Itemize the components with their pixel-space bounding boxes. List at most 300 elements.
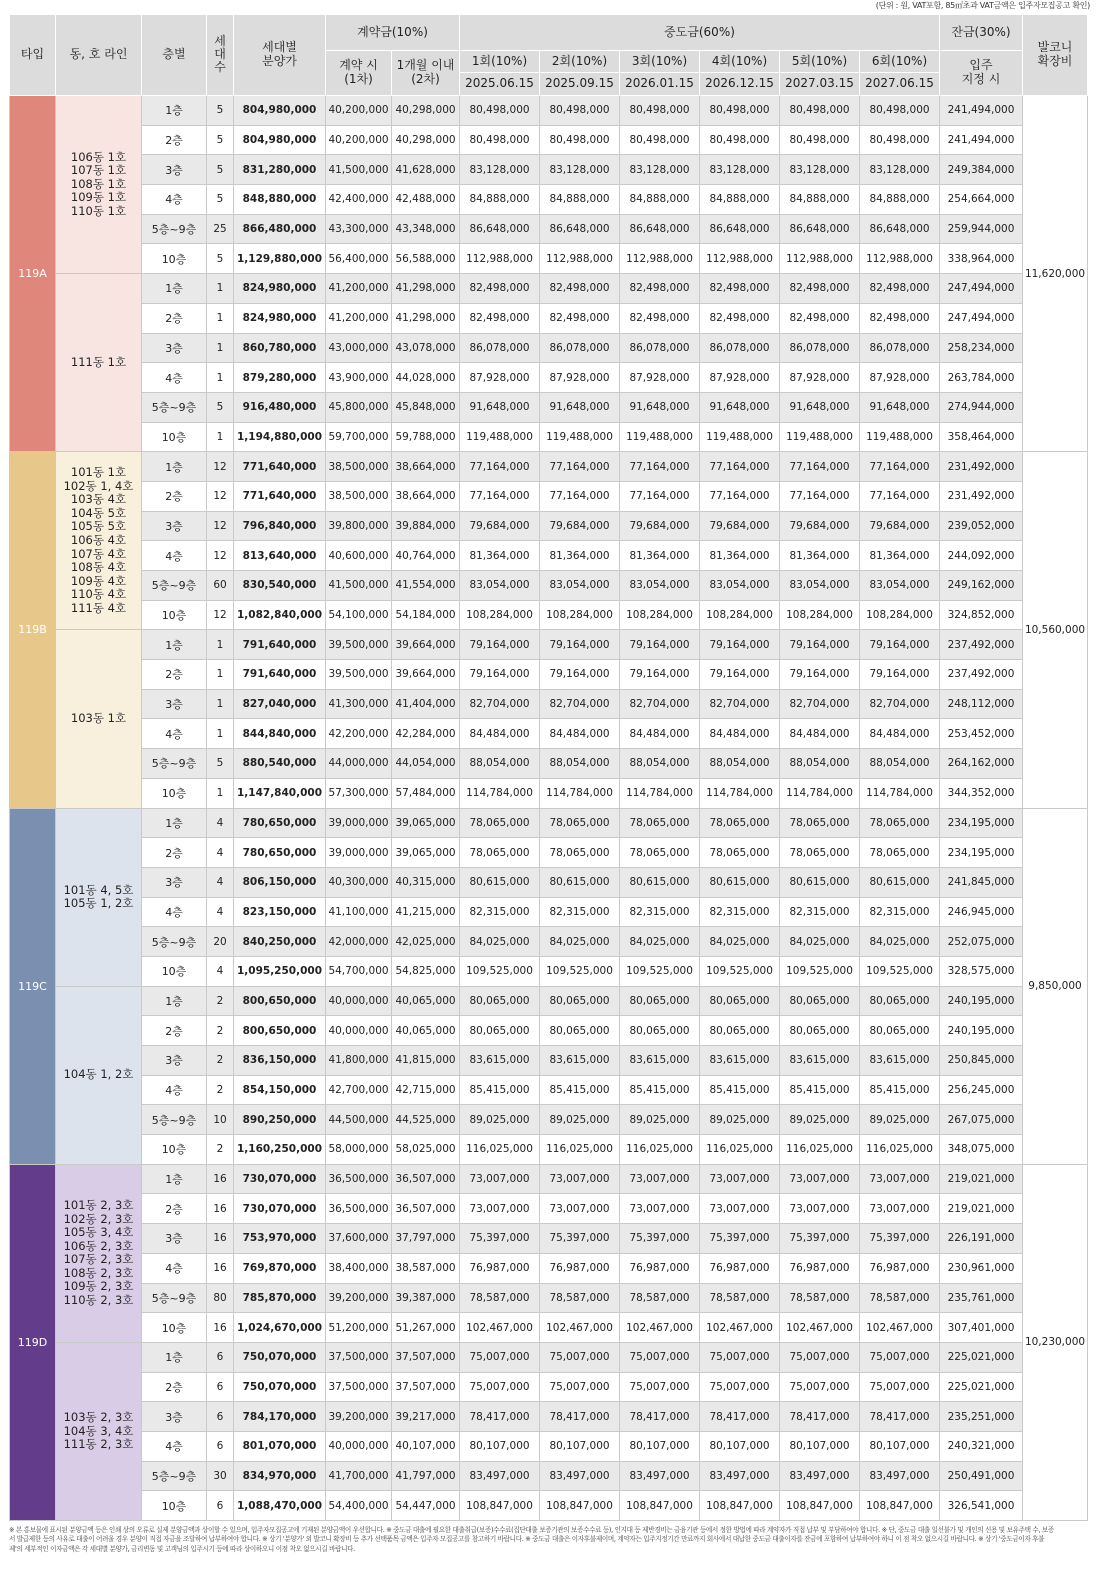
middle-payment-4: 75,007,000 bbox=[700, 1372, 780, 1402]
line-label: 110동 1호 bbox=[70, 203, 127, 218]
line-label: 101동 1호 bbox=[70, 465, 127, 480]
sale-price: 830,540,000 bbox=[234, 571, 326, 601]
unit-count: 6 bbox=[207, 1402, 234, 1432]
unit-count: 12 bbox=[207, 511, 234, 541]
deposit-1: 42,200,000 bbox=[326, 719, 392, 749]
middle-payment-2: 77,164,000 bbox=[540, 452, 620, 482]
deposit-2: 42,284,000 bbox=[392, 719, 460, 749]
balance: 344,352,000 bbox=[940, 778, 1023, 808]
middle-payment-2: 78,065,000 bbox=[540, 808, 620, 838]
unit-note: (단위 : 원, VAT포함, 85㎡초과 VAT금액은 입주자모집공고 확인) bbox=[875, 1, 1090, 10]
middle-payment-1: 91,648,000 bbox=[460, 392, 540, 422]
table-row bbox=[10, 392, 1088, 422]
line-label: 109동 4호 bbox=[70, 573, 127, 588]
middle-payment-6: 114,784,000 bbox=[860, 778, 940, 808]
middle-payment-5: 79,164,000 bbox=[780, 660, 860, 690]
middle-payment-1: 84,888,000 bbox=[460, 185, 540, 215]
balance: 250,845,000 bbox=[940, 1046, 1023, 1076]
middle-payment-4: 80,065,000 bbox=[700, 986, 780, 1016]
middle-payment-6: 80,065,000 bbox=[860, 1016, 940, 1046]
sale-price: 791,640,000 bbox=[234, 630, 326, 660]
table-row bbox=[10, 452, 1088, 482]
deposit-1: 41,800,000 bbox=[326, 1046, 392, 1076]
deposit-1: 38,500,000 bbox=[326, 452, 392, 482]
unit-count: 4 bbox=[207, 808, 234, 838]
middle-payment-6: 83,497,000 bbox=[860, 1461, 940, 1491]
deposit-1: 43,000,000 bbox=[326, 333, 392, 363]
header-price bbox=[234, 15, 326, 96]
table-row bbox=[10, 125, 1088, 155]
middle-payment-3: 73,007,000 bbox=[620, 1164, 700, 1194]
unit-count: 2 bbox=[207, 986, 234, 1016]
middle-payment-1: 80,065,000 bbox=[460, 1016, 540, 1046]
middle-payment-3: 80,065,000 bbox=[620, 986, 700, 1016]
deposit-2: 54,184,000 bbox=[392, 600, 460, 630]
middle-payment-5: 78,065,000 bbox=[780, 808, 860, 838]
middle-payment-3: 82,315,000 bbox=[620, 897, 700, 927]
sale-price: 880,540,000 bbox=[234, 749, 326, 779]
middle-payment-4: 114,784,000 bbox=[700, 778, 780, 808]
table-row bbox=[10, 1402, 1088, 1432]
middle-payment-6: 79,684,000 bbox=[860, 511, 940, 541]
header-price-label: 세대별 분양가 bbox=[262, 40, 297, 68]
sale-price: 890,250,000 bbox=[234, 1105, 326, 1135]
line-label: 108동 2, 3호 bbox=[63, 1265, 134, 1280]
middle-payment-4: 116,025,000 bbox=[700, 1135, 780, 1165]
sale-price: 791,640,000 bbox=[234, 660, 326, 690]
middle-payment-6: 81,364,000 bbox=[860, 541, 940, 571]
table-row bbox=[10, 1046, 1088, 1076]
middle-payment-6: 78,065,000 bbox=[860, 838, 940, 868]
middle-payment-5: 91,648,000 bbox=[780, 392, 860, 422]
middle-payment-4: 102,467,000 bbox=[700, 1313, 780, 1343]
middle-payment-6: 82,498,000 bbox=[860, 303, 940, 333]
middle-payment-4: 77,164,000 bbox=[700, 481, 780, 511]
balance: 226,191,000 bbox=[940, 1224, 1023, 1254]
deposit-2: 54,825,000 bbox=[392, 956, 460, 986]
middle-payment-3: 82,704,000 bbox=[620, 689, 700, 719]
middle-payment-5: 108,284,000 bbox=[780, 600, 860, 630]
deposit-2: 41,628,000 bbox=[392, 155, 460, 185]
middle-payment-6: 83,128,000 bbox=[860, 155, 940, 185]
floor-cell: 5층~9층 bbox=[142, 571, 207, 601]
middle-payment-2: 75,007,000 bbox=[540, 1342, 620, 1372]
line-label: 111동 1호 bbox=[70, 354, 127, 369]
unit-count: 1 bbox=[207, 274, 234, 304]
middle-payment-3: 108,284,000 bbox=[620, 600, 700, 630]
middle-payment-3: 78,587,000 bbox=[620, 1283, 700, 1313]
sale-price: 834,970,000 bbox=[234, 1461, 326, 1491]
middle-payment-2: 73,007,000 bbox=[540, 1164, 620, 1194]
middle-payment-1: 83,054,000 bbox=[460, 571, 540, 601]
balance: 249,384,000 bbox=[940, 155, 1023, 185]
middle-payment-4: 84,484,000 bbox=[700, 719, 780, 749]
middle-payment-2: 102,467,000 bbox=[540, 1313, 620, 1343]
middle-payment-2: 79,164,000 bbox=[540, 660, 620, 690]
line-label: 105동 3, 4호 bbox=[63, 1225, 134, 1240]
middle-payment-6: 75,007,000 bbox=[860, 1342, 940, 1372]
balance: 241,845,000 bbox=[940, 867, 1023, 897]
header-middle-6: 6회(10%) bbox=[860, 51, 940, 73]
deposit-1: 37,500,000 bbox=[326, 1372, 392, 1402]
line-label: 108동 4호 bbox=[70, 560, 127, 575]
balance: 240,195,000 bbox=[940, 1016, 1023, 1046]
balance: 237,492,000 bbox=[940, 660, 1023, 690]
table-row bbox=[10, 927, 1088, 957]
line-label: 108동 1호 bbox=[70, 176, 127, 191]
middle-payment-4: 80,107,000 bbox=[700, 1431, 780, 1461]
deposit-1: 44,000,000 bbox=[326, 749, 392, 779]
sale-price: 753,970,000 bbox=[234, 1224, 326, 1254]
middle-payment-4: 80,065,000 bbox=[700, 1016, 780, 1046]
table-row bbox=[10, 1075, 1088, 1105]
deposit-2: 41,554,000 bbox=[392, 571, 460, 601]
table-row bbox=[10, 867, 1088, 897]
middle-payment-3: 87,928,000 bbox=[620, 363, 700, 393]
table-row bbox=[10, 363, 1088, 393]
floor-cell: 4층 bbox=[142, 185, 207, 215]
middle-payment-4: 91,648,000 bbox=[700, 392, 780, 422]
middle-payment-2: 78,417,000 bbox=[540, 1402, 620, 1432]
middle-payment-5: 78,065,000 bbox=[780, 838, 860, 868]
header-count-label: 세대수 bbox=[214, 33, 226, 75]
footnote-line: 제'의 세부적인 이자금액은 각 세대별 분양가, 금리변동 및 고객님의 입주시기 등에 따라 상이하오니 이점 착오 없으시길 바랍니다. bbox=[9, 1544, 355, 1553]
unit-count: 12 bbox=[207, 481, 234, 511]
deposit-2: 39,664,000 bbox=[392, 630, 460, 660]
middle-payment-2: 80,065,000 bbox=[540, 986, 620, 1016]
sale-price: 824,980,000 bbox=[234, 274, 326, 304]
floor-cell: 3층 bbox=[142, 333, 207, 363]
unit-count: 6 bbox=[207, 1342, 234, 1372]
table-row bbox=[10, 1342, 1088, 1372]
unit-count: 16 bbox=[207, 1253, 234, 1283]
line-label: 105동 1, 2호 bbox=[63, 896, 134, 911]
sale-price: 854,150,000 bbox=[234, 1075, 326, 1105]
sale-price: 1,194,880,000 bbox=[234, 422, 326, 452]
line-label: 104동 1, 2호 bbox=[63, 1067, 134, 1082]
middle-payment-1: 81,364,000 bbox=[460, 541, 540, 571]
sale-price: 844,840,000 bbox=[234, 719, 326, 749]
middle-payment-1: 83,497,000 bbox=[460, 1461, 540, 1491]
balance: 247,494,000 bbox=[940, 303, 1023, 333]
table-row bbox=[10, 244, 1088, 274]
middle-payment-3: 102,467,000 bbox=[620, 1313, 700, 1343]
middle-payment-5: 75,007,000 bbox=[780, 1342, 860, 1372]
middle-payment-4: 86,078,000 bbox=[700, 333, 780, 363]
balance: 241,494,000 bbox=[940, 96, 1023, 126]
balance: 244,092,000 bbox=[940, 541, 1023, 571]
middle-payment-5: 88,054,000 bbox=[780, 749, 860, 779]
middle-payment-5: 77,164,000 bbox=[780, 481, 860, 511]
balance: 246,945,000 bbox=[940, 897, 1023, 927]
deposit-2: 39,217,000 bbox=[392, 1402, 460, 1432]
deposit-1: 40,300,000 bbox=[326, 867, 392, 897]
deposit-2: 39,065,000 bbox=[392, 838, 460, 868]
floor-cell: 4층 bbox=[142, 897, 207, 927]
middle-payment-6: 91,648,000 bbox=[860, 392, 940, 422]
middle-payment-1: 85,415,000 bbox=[460, 1075, 540, 1105]
unit-count: 2 bbox=[207, 1016, 234, 1046]
middle-payment-3: 108,847,000 bbox=[620, 1491, 700, 1521]
middle-payment-5: 75,397,000 bbox=[780, 1224, 860, 1254]
type-cell: 119D bbox=[10, 1164, 56, 1520]
middle-payment-5: 77,164,000 bbox=[780, 452, 860, 482]
middle-payment-5: 109,525,000 bbox=[780, 956, 860, 986]
middle-payment-1: 86,078,000 bbox=[460, 333, 540, 363]
table-row bbox=[10, 1491, 1088, 1521]
deposit-1: 37,500,000 bbox=[326, 1342, 392, 1372]
middle-payment-6: 78,065,000 bbox=[860, 808, 940, 838]
middle-payment-5: 114,784,000 bbox=[780, 778, 860, 808]
floor-cell: 1층 bbox=[142, 96, 207, 126]
middle-payment-1: 114,784,000 bbox=[460, 778, 540, 808]
deposit-1: 59,700,000 bbox=[326, 422, 392, 452]
floor-cell: 1층 bbox=[142, 1164, 207, 1194]
middle-payment-2: 86,078,000 bbox=[540, 333, 620, 363]
unit-count: 6 bbox=[207, 1491, 234, 1521]
line-label: 109동 2, 3호 bbox=[63, 1279, 134, 1294]
table-header bbox=[10, 15, 1088, 96]
middle-payment-5: 83,128,000 bbox=[780, 155, 860, 185]
line-cell bbox=[56, 96, 142, 274]
middle-payment-3: 77,164,000 bbox=[620, 481, 700, 511]
header-middle-group: 중도금(60%) bbox=[460, 15, 940, 51]
middle-payment-6: 112,988,000 bbox=[860, 244, 940, 274]
table-row bbox=[10, 986, 1088, 1016]
middle-payment-3: 84,484,000 bbox=[620, 719, 700, 749]
middle-payment-1: 89,025,000 bbox=[460, 1105, 540, 1135]
line-label: 110동 2, 3호 bbox=[63, 1293, 134, 1307]
deposit-1: 40,000,000 bbox=[326, 1431, 392, 1461]
table-row bbox=[10, 1283, 1088, 1313]
middle-payment-2: 88,054,000 bbox=[540, 749, 620, 779]
sale-price: 866,480,000 bbox=[234, 214, 326, 244]
middle-payment-5: 78,587,000 bbox=[780, 1283, 860, 1313]
deposit-2: 58,025,000 bbox=[392, 1135, 460, 1165]
deposit-2: 39,387,000 bbox=[392, 1283, 460, 1313]
deposit-1: 51,200,000 bbox=[326, 1313, 392, 1343]
middle-payment-4: 76,987,000 bbox=[700, 1253, 780, 1283]
middle-payment-1: 77,164,000 bbox=[460, 481, 540, 511]
line-cell bbox=[56, 452, 142, 630]
middle-payment-3: 79,684,000 bbox=[620, 511, 700, 541]
deposit-1: 41,100,000 bbox=[326, 897, 392, 927]
middle-payment-2: 84,888,000 bbox=[540, 185, 620, 215]
middle-payment-5: 82,498,000 bbox=[780, 303, 860, 333]
header-middle-1: 1회(10%) bbox=[460, 51, 540, 73]
header-balance-sub-label: 입주 지정 시 bbox=[961, 58, 1001, 86]
sale-price: 840,250,000 bbox=[234, 927, 326, 957]
deposit-1: 39,200,000 bbox=[326, 1283, 392, 1313]
deposit-2: 43,348,000 bbox=[392, 214, 460, 244]
middle-payment-2: 76,987,000 bbox=[540, 1253, 620, 1283]
deposit-1: 39,500,000 bbox=[326, 630, 392, 660]
floor-cell: 3층 bbox=[142, 689, 207, 719]
balance: 348,075,000 bbox=[940, 1135, 1023, 1165]
floor-cell: 5층~9층 bbox=[142, 1283, 207, 1313]
middle-payment-2: 87,928,000 bbox=[540, 363, 620, 393]
middle-payment-4: 119,488,000 bbox=[700, 422, 780, 452]
middle-payment-5: 79,164,000 bbox=[780, 630, 860, 660]
deposit-1: 39,000,000 bbox=[326, 838, 392, 868]
header-deposit-2-label: 1개월 이내 (2차) bbox=[396, 58, 455, 86]
middle-payment-4: 108,847,000 bbox=[700, 1491, 780, 1521]
balance: 324,852,000 bbox=[940, 600, 1023, 630]
deposit-1: 39,800,000 bbox=[326, 511, 392, 541]
middle-payment-1: 79,164,000 bbox=[460, 660, 540, 690]
middle-payment-3: 80,615,000 bbox=[620, 867, 700, 897]
middle-payment-5: 81,364,000 bbox=[780, 541, 860, 571]
deposit-2: 57,484,000 bbox=[392, 778, 460, 808]
floor-cell: 3층 bbox=[142, 1402, 207, 1432]
middle-payment-6: 82,498,000 bbox=[860, 274, 940, 304]
table-row bbox=[10, 1164, 1088, 1194]
deposit-2: 38,664,000 bbox=[392, 481, 460, 511]
middle-payment-2: 82,315,000 bbox=[540, 897, 620, 927]
header-middle-5-date: 2027.03.15 bbox=[780, 73, 860, 96]
unit-count: 60 bbox=[207, 571, 234, 601]
sale-price: 800,650,000 bbox=[234, 1016, 326, 1046]
line-label: 111동 2, 3호 bbox=[63, 1437, 134, 1452]
middle-payment-4: 82,315,000 bbox=[700, 897, 780, 927]
sale-price: 1,129,880,000 bbox=[234, 244, 326, 274]
middle-payment-6: 75,397,000 bbox=[860, 1224, 940, 1254]
floor-cell: 3층 bbox=[142, 867, 207, 897]
middle-payment-2: 73,007,000 bbox=[540, 1194, 620, 1224]
unit-count: 6 bbox=[207, 1431, 234, 1461]
middle-payment-6: 80,498,000 bbox=[860, 125, 940, 155]
middle-payment-5: 80,498,000 bbox=[780, 125, 860, 155]
floor-cell: 10층 bbox=[142, 1135, 207, 1165]
table-row bbox=[10, 422, 1088, 452]
deposit-1: 40,000,000 bbox=[326, 1016, 392, 1046]
balance: 259,944,000 bbox=[940, 214, 1023, 244]
sale-price: 1,082,840,000 bbox=[234, 600, 326, 630]
middle-payment-2: 78,587,000 bbox=[540, 1283, 620, 1313]
table-row bbox=[10, 1461, 1088, 1491]
balance: 219,021,000 bbox=[940, 1194, 1023, 1224]
middle-payment-4: 78,587,000 bbox=[700, 1283, 780, 1313]
deposit-1: 41,300,000 bbox=[326, 689, 392, 719]
deposit-2: 45,848,000 bbox=[392, 392, 460, 422]
deposit-1: 42,400,000 bbox=[326, 185, 392, 215]
table-row bbox=[10, 778, 1088, 808]
middle-payment-1: 79,164,000 bbox=[460, 630, 540, 660]
middle-payment-5: 79,684,000 bbox=[780, 511, 860, 541]
header-balcony-label: 발코니 확장비 bbox=[1037, 40, 1073, 68]
header-middle-2-date: 2025.09.15 bbox=[540, 73, 620, 96]
floor-cell: 10층 bbox=[142, 778, 207, 808]
table-row bbox=[10, 660, 1088, 690]
line-label: 109동 1호 bbox=[70, 190, 127, 205]
unit-count: 1 bbox=[207, 363, 234, 393]
middle-payment-4: 77,164,000 bbox=[700, 452, 780, 482]
header-balance-group: 잔금(30%) bbox=[940, 15, 1023, 51]
sale-price: 879,280,000 bbox=[234, 363, 326, 393]
deposit-2: 42,715,000 bbox=[392, 1075, 460, 1105]
middle-payment-2: 80,498,000 bbox=[540, 96, 620, 126]
unit-count: 16 bbox=[207, 1164, 234, 1194]
deposit-1: 40,200,000 bbox=[326, 125, 392, 155]
deposit-2: 37,507,000 bbox=[392, 1372, 460, 1402]
balance: 231,492,000 bbox=[940, 452, 1023, 482]
middle-payment-1: 73,007,000 bbox=[460, 1194, 540, 1224]
middle-payment-2: 82,498,000 bbox=[540, 303, 620, 333]
sale-price: 784,170,000 bbox=[234, 1402, 326, 1432]
floor-cell: 3층 bbox=[142, 1224, 207, 1254]
table-body bbox=[10, 96, 1088, 1521]
middle-payment-1: 79,684,000 bbox=[460, 511, 540, 541]
middle-payment-4: 80,498,000 bbox=[700, 125, 780, 155]
deposit-1: 40,600,000 bbox=[326, 541, 392, 571]
balcony-cost: 9,850,000 bbox=[1023, 808, 1088, 1164]
footnote-line: 서 발급제한 등의 사유로 대출이 어려울 경우 분양이 직접 자금을 조달하여 납부하여야 합니다. ※ 상기 '분양가' 외 발코니 확장비 등 추가 선택품목 금액은 입주자 모집공고를 참고하기 바랍니다. ※ 중도금 대출은 이자후불제이며, 계약자는 입주지정기간 만료까지 회사에서 대납한 중도금 대출이자를 잔금에 포함하여 납부하여야 하니 이 점 착오 없으시길 바랍니다. ※ 상기 '중도금이자 후불 bbox=[9, 1535, 1045, 1544]
middle-payment-5: 83,497,000 bbox=[780, 1461, 860, 1491]
middle-payment-4: 86,648,000 bbox=[700, 214, 780, 244]
floor-cell: 3층 bbox=[142, 155, 207, 185]
middle-payment-4: 81,364,000 bbox=[700, 541, 780, 571]
floor-cell: 1층 bbox=[142, 630, 207, 660]
sale-price: 804,980,000 bbox=[234, 125, 326, 155]
unit-count: 2 bbox=[207, 1135, 234, 1165]
middle-payment-1: 86,648,000 bbox=[460, 214, 540, 244]
middle-payment-6: 75,007,000 bbox=[860, 1372, 940, 1402]
balance: 240,321,000 bbox=[940, 1431, 1023, 1461]
header-deposit-1 bbox=[326, 51, 392, 96]
unit-count: 20 bbox=[207, 927, 234, 957]
balance: 225,021,000 bbox=[940, 1372, 1023, 1402]
floor-cell: 10층 bbox=[142, 1491, 207, 1521]
middle-payment-2: 114,784,000 bbox=[540, 778, 620, 808]
table-row bbox=[10, 303, 1088, 333]
middle-payment-5: 80,107,000 bbox=[780, 1431, 860, 1461]
balance: 248,112,000 bbox=[940, 689, 1023, 719]
middle-payment-2: 77,164,000 bbox=[540, 481, 620, 511]
unit-count: 1 bbox=[207, 719, 234, 749]
middle-payment-1: 76,987,000 bbox=[460, 1253, 540, 1283]
middle-payment-2: 75,007,000 bbox=[540, 1372, 620, 1402]
middle-payment-1: 112,988,000 bbox=[460, 244, 540, 274]
table-row bbox=[10, 838, 1088, 868]
sale-price: 1,024,670,000 bbox=[234, 1313, 326, 1343]
unit-count: 16 bbox=[207, 1194, 234, 1224]
line-label: 103동 1호 bbox=[70, 711, 127, 726]
floor-cell: 4층 bbox=[142, 1075, 207, 1105]
middle-payment-2: 84,025,000 bbox=[540, 927, 620, 957]
middle-payment-2: 83,054,000 bbox=[540, 571, 620, 601]
table-row bbox=[10, 689, 1088, 719]
middle-payment-3: 78,417,000 bbox=[620, 1402, 700, 1432]
middle-payment-2: 86,648,000 bbox=[540, 214, 620, 244]
unit-count: 4 bbox=[207, 897, 234, 927]
middle-payment-2: 79,164,000 bbox=[540, 630, 620, 660]
middle-payment-1: 80,498,000 bbox=[460, 96, 540, 126]
floor-cell: 2층 bbox=[142, 1016, 207, 1046]
deposit-1: 41,200,000 bbox=[326, 274, 392, 304]
deposit-2: 41,797,000 bbox=[392, 1461, 460, 1491]
floor-cell: 3층 bbox=[142, 1046, 207, 1076]
deposit-2: 39,664,000 bbox=[392, 660, 460, 690]
sale-price: 771,640,000 bbox=[234, 481, 326, 511]
deposit-1: 54,100,000 bbox=[326, 600, 392, 630]
unit-count: 5 bbox=[207, 125, 234, 155]
unit-count: 4 bbox=[207, 838, 234, 868]
balance: 240,195,000 bbox=[940, 986, 1023, 1016]
deposit-1: 41,200,000 bbox=[326, 303, 392, 333]
middle-payment-1: 108,847,000 bbox=[460, 1491, 540, 1521]
deposit-2: 44,028,000 bbox=[392, 363, 460, 393]
sale-price: 750,070,000 bbox=[234, 1342, 326, 1372]
